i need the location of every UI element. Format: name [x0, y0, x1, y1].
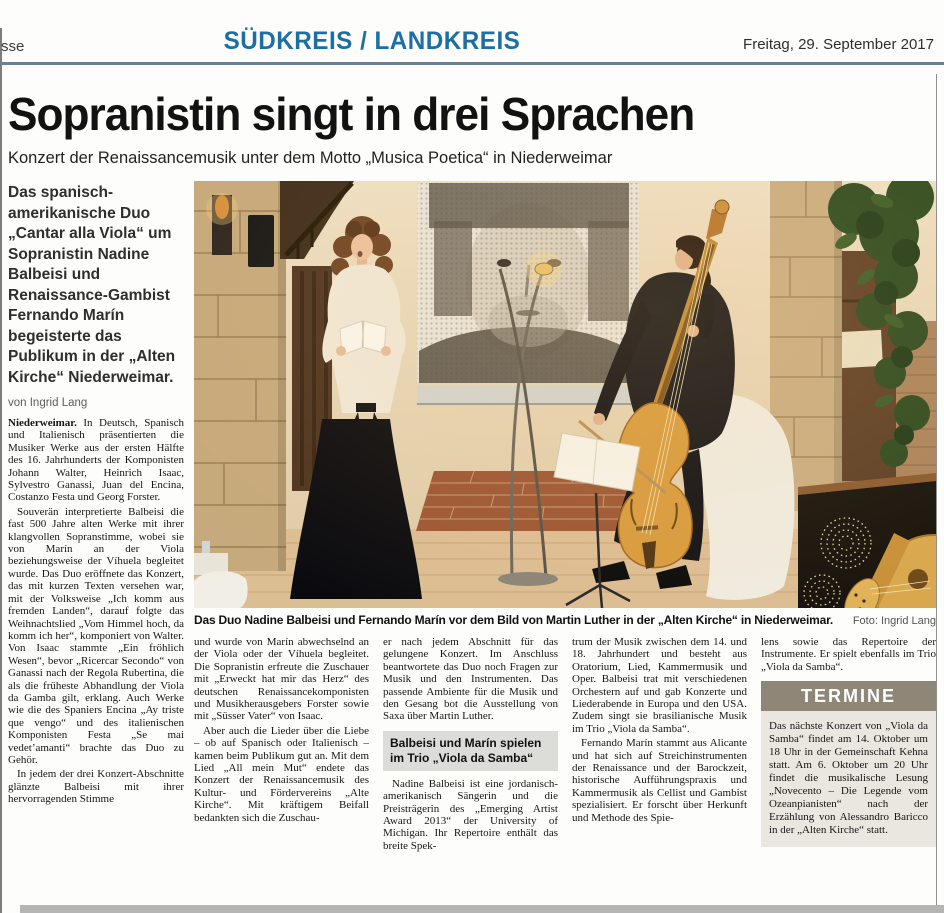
photo-credit: Foto: Ingrid Lang — [852, 615, 936, 627]
body-paragraph: Aber auch die Lieder über die Liebe – ob auf Spanisch oder Italienisch – kamen beim Publikum gut an. Mit dem Lied „All mein Mut“ endete das Konzert der Renaissancemusik des Kultur- und Fördervereins „Alte Kirche“. Mit kräftigem Beifall bedankten sich die Zuschau- — [194, 724, 369, 824]
column-1 — [8, 181, 184, 905]
section-title: SÜDKREIS / LANDKREIS — [223, 27, 521, 55]
column-3 — [383, 636, 558, 904]
paragraph-text: In Deutsch, Spanisch und Italienisch präsentierten die Musiker Werke aus der ersten Hälfte des 16. Jahrhunderts der Komponisten Johann Walter, Heinrich Isaac, Sylvestro Ganassi, Juan del Encina, Costanzo Festa und Georg Forster. — [8, 417, 184, 504]
page-border-left — [0, 28, 2, 913]
date-label: Freitag, 29. September 2017 — [743, 36, 934, 53]
body-paragraph: In jedem der drei Konzert-Abschnitte glänzte Balbeisi mit ihrer hervorragenden Stimme — [8, 768, 184, 806]
body-paragraph: Fernando Marín stammt aus Alicante und hat sich auf Streichinstrumenten der Renaissance und der Barockzeit, historische Aufführungspraxis und Kammermusik als Cellist und Gambist spezialisiert. Er forscht über Herkunft und Methode des Spie- — [572, 737, 747, 824]
article-body — [8, 181, 936, 905]
bottom-bar — [20, 905, 944, 913]
body-paragraph — [8, 417, 184, 504]
body-paragraph: Souverän interpretierte Balbeisi die fast 500 Jahre alten Werke mit ihrer klangvollen Sopranstimme, wobei sie von Marín an der Viola beziehungsweise der Víhuela begleitet wurde. Das Duo eröffnete das Konzert, das mit kurzen Texten versehen war, mit der Volksweise „Ich komm aus fremden Landen“, darauf folgte das Weihnachtslied „Vom Himmel hoch, da komm ich her“, komponiert von Walter. Von Isaac stammte „Ein fröhlich Wesen“, bevor „Ricercar Secondo“ von Ganassi nach der Regola Rubertina, die als die früheste Abhandlung der Viola da Gamba gilt, erklang. Auch Werke wie die des Spaniers Encina „Ay triste que vengo“ und des italienischen Komponisten Festa „Se mai vedet’amanti“ brachte das Duo zu Gehör. — [8, 505, 184, 766]
article-photo — [194, 181, 936, 608]
column-5 — [761, 636, 936, 904]
termine-title: TERMINE — [761, 681, 936, 711]
body-paragraph: lens sowie das Repertoire der Instrumente. Er spielt ebenfalls im Trio „Viola da Samba“. — [761, 636, 936, 673]
warm-light-overlay — [194, 181, 936, 608]
subhead: Konzert der Renaissancemusik unter dem Motto „Musica Poetica“ in Niederweimar — [8, 149, 613, 167]
body-paragraph: Nadine Balbeisi ist eine jordanisch-amerikanisch Sängerin und die Preisträgerin des „Emerging Artist Award 2013“ der University of Michigan. Ihr Repertoire enthält das breite Spek- — [383, 777, 558, 852]
lead-paragraph: Das spanisch-amerikanische Duo „Cantar alla Viola“ um Sopranistin Nadine Balbeisi und Renaissance-Gambist Fernando Marín begeisterte das Publikum in der „Alten Kirche“ Niederweimar. — [8, 184, 176, 386]
masthead-partial: sse — [1, 38, 25, 55]
subhead-box: Balbeisi und Marín spielen im Trio „Viola da Samba“ — [383, 731, 558, 771]
column-2 — [194, 636, 369, 904]
body-paragraph: trum der Musik zwischen dem 14. und 18. Jahrhundert und besteht aus Oratorium, Lied, Kammermusik und Oper. Balbeisi trat mit verschiedenen Orchestern auf und gab Konzerte und Liederabende in Europa und den USA. Zudem singt sie brasilianische Musik im Trio „Viola da Samba“. — [572, 636, 747, 735]
header-rule — [0, 62, 944, 65]
photo-and-columns — [194, 181, 936, 905]
dateline: Niederweimar. — [8, 417, 77, 429]
termine-box — [761, 681, 936, 847]
caption-row — [194, 613, 936, 627]
photo-caption: Das Duo Nadine Balbeisi und Fernando Marín vor dem Bild von Martin Luther in der „Alten Kirche“ in Niederweimar. — [194, 613, 834, 627]
body-paragraph: er nach jedem Abschnitt für das gelungene Konzert. Im Anschluss beantwortete das Duo noch Fragen zur Musik und den Instrumenten. Das passende Ambiente für die Musik und den Gesang bot die Ausstellung von Saxa über Martin Luther. — [383, 636, 558, 723]
termine-body: Das nächste Konzert von „Viola da Samba“ findet am 14. Oktober um 18 Uhr in der Gemeinschaft Kehna statt. Am 6. Oktober um 20 Uhr findet die musikalische Lesung „Novecento – Die Legende vom Ozeanpianisten“ nach der Erzählung von Alessandro Baricco in der „Alten Kirche“ statt. — [761, 711, 936, 847]
body-paragraph: und wurde von Marín abwechselnd an der Viola oder der Víhuela begleitet. Die Sopranistin erfreute die Zuschauer mit „Erweckt hat mir das Herz“ des deutschen Renaissancekomponisten und Musikherausgebers Forster sowie mit „Süsser Vater“ von Isaac. — [194, 636, 369, 723]
byline: von Ingrid Lang — [8, 397, 88, 409]
headline: Sopranistin singt in drei Sprachen — [8, 88, 695, 140]
lower-columns — [194, 636, 936, 904]
column-4 — [572, 636, 747, 904]
